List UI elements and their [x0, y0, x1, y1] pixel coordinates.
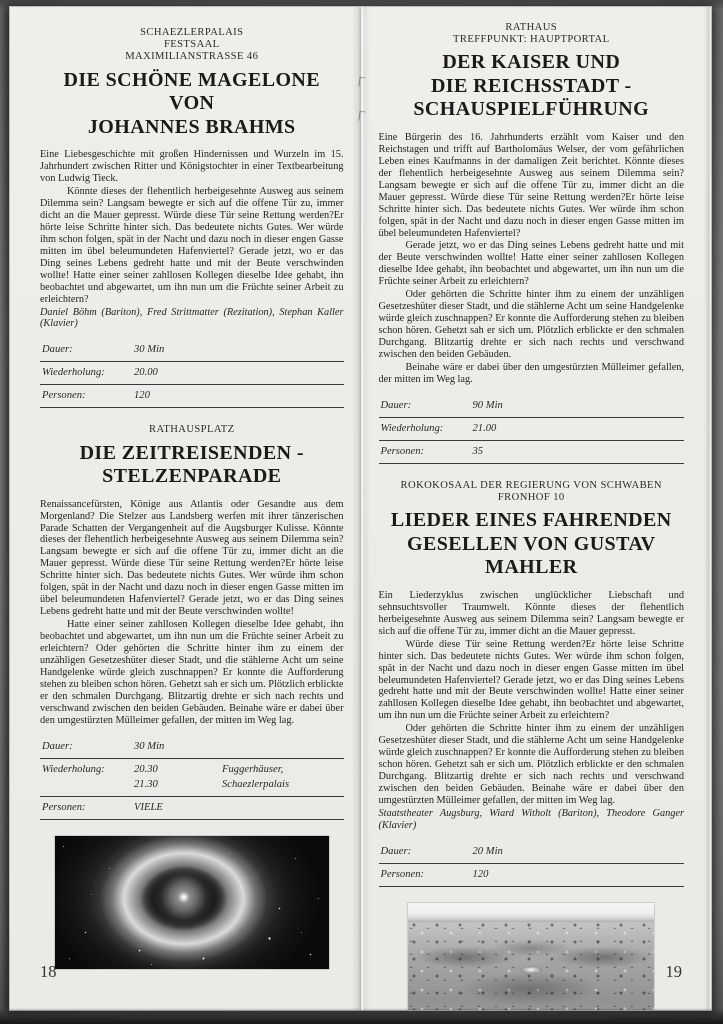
venue-line: FRONHOF 10	[497, 492, 565, 504]
credits-line: Daniel Böhm (Bariton), Fred Strittmatter (Rezitation), Stephan Kaller (Klavier)	[40, 306, 344, 330]
event-title-stelzenparade	[40, 442, 344, 489]
page-19	[361, 7, 712, 1010]
table-value: 20.00	[134, 367, 158, 379]
table-value: 30 Min	[134, 740, 165, 752]
paragraph: Beinahe wäre er dabei über den umgestürzten Mülleimer gefallen, der mitten im Weg lag.	[378, 362, 684, 385]
event-description-magelone	[40, 149, 344, 330]
table-value: VIELE	[134, 801, 163, 813]
venue-line: RATHAUSPLATZ	[149, 424, 235, 436]
table-value: 21.00	[472, 422, 497, 434]
paragraph: Eine Bürgerin des 16. Jahrhunderts erzählt vom Kaiser und den Reichstagen und trifft auf Bartholomäus Welser, der vom gefährlichen Leben eines Kaufmanns in der damaligen Zeit berichtet. Könnte dieses der flehentlich herbeigesehnte Ausweg aus seinem Dilemma sein? Langsam bewegte er sich auf die offene Tür zu, immer dicht an die Mauer gepresst. Würde diese Tür seine Rettung werden?Er hörte leise Schritte hinter sich. Das bedeutete nichts Gutes. Wer würde ihm schon folgen, spät in der Nacht und dazu noch in dieser engen Gasse mitten im übel beleumundeten Hafenviertel?	[378, 131, 684, 239]
table-value: 90 Min	[472, 399, 503, 411]
table-row	[379, 418, 685, 441]
page-number-18: 18	[40, 962, 57, 981]
event-description-mahler	[379, 590, 685, 832]
table-row	[379, 841, 685, 864]
title-line: JOHANNES BRAHMS	[87, 115, 296, 138]
table-row	[40, 777, 344, 797]
venue-line: MAXIMILIANSTRASSE 46	[125, 51, 259, 63]
table-row	[40, 759, 344, 777]
table-row	[379, 864, 685, 887]
page-number-19: 19	[665, 962, 682, 981]
table-row	[379, 395, 685, 418]
table-label: Dauer:	[380, 845, 412, 857]
booklet-paper	[10, 7, 711, 1010]
info-table-stelzenparade	[40, 736, 344, 820]
title-line: LIEDER EINES FAHRENDEN	[390, 509, 672, 532]
nebula-photo	[55, 836, 329, 969]
table-label: Dauer:	[42, 740, 73, 752]
table-label: Personen:	[380, 445, 425, 457]
title-line: DER KAISER UND	[442, 51, 621, 74]
venue-header-mahler	[379, 480, 685, 504]
paper-edge-shadow	[704, 7, 711, 1010]
paragraph: Eine Liebesgeschichte mit großen Hindernissen und Wurzeln im 15. Jahrhundert zwischen Ritter und Königstochter in einer Textbearbeitung von Ludwig Tieck.	[40, 149, 344, 185]
table-note: Schaezlerpalais	[222, 778, 290, 790]
info-table-magelone	[40, 339, 344, 408]
table-label: Wiederholung:	[42, 763, 105, 775]
star-field	[63, 846, 65, 848]
paragraph: Könnte dieses der flehentlich herbeigesehnte Ausweg aus seinem Dilemma sein? Langsam bewegte er sich auf die offene Tür zu, immer dicht an die Mauer gepresst. Würde diese Tür seine Rettung werden?Er hörte leise Schritte hinter sich. Das bedeutete nichts Gutes. Wer würde ihm schon folgen, spät in der Nacht und dazu noch in dieser engen Gasse mitten im übel beleumundeten Hafenviertel? Gerade jetzt, wo er das Ding seines Lebens gedreht hatte und mit der Beute verschwinden wollte! Hatte einer seiner zahllosen Kollegen dieselbe Idee gehabt, ihn beobachtet und abgewartet, um ihn nun um die Früchte seiner Arbeit zu erleichtern?	[40, 185, 344, 305]
venue-line: SCHAEZLERPALAIS	[140, 27, 244, 38]
venue-line: ROKOKOSAAL DER REGIERUNG VON SCHWABEN	[400, 479, 662, 491]
table-label: Dauer:	[42, 344, 73, 356]
info-table-mahler	[379, 841, 685, 887]
table-row	[40, 797, 344, 820]
paragraph: Renaissancefürsten, Könige aus Atlantis oder Gesandte aus dem Morgenland? Die Stelzer aus Landsberg werfen mit ihrer tänzerischen Parade Schatten der Vergangenheit auf die Augsburger Kulisse. Könnte dieses der flehentlich herbeigesehnte Ausweg aus seinem Dilemma sein? Langsam bewegte er sich auf die offene Tür zu, immer dicht an die Mauer gepresst. Würde diese Tür seine Rettung werden?Er hörte leise Schritte hinter sich. Das bedeutete nichts Gutes. Wer würde ihm schon folgen, spät in der Nacht und dazu noch in dieser engen Gasse mitten im übel beleumundeten Hafenviertel? Gerade jetzt, wo er das Ding seines Lebens gedreht hatte und mit der Beute verschwinden wollte!	[40, 498, 344, 618]
paragraph: Oder gehörten die Schritte hinter ihm zu einem der unzähligen Gesetzeshüter dieser Stadt, und die stählerne Acht um seine Handgelenke würde gleich zuschnappen? Er konnte die Aufforderung stehen zu bleiben schon hören. Gehetzt sah er sich um. Plötzlich erblickte er den schmalen Durchgang. Blitzartig drehte er sich nach rechts und verschwand zwischen den beiden Gebäuden.	[378, 289, 684, 361]
paragraph: Gerade jetzt, wo er das Ding seines Lebens gedreht hatte und mit der Beute verschwinden wollte! Hatte einer seiner zahllosen Kollegen dieselbe Idee gehabt, ihn beobachtet und abgewartet, um ihn nun um die Früchte seiner Arbeit zu erleichtern?	[378, 240, 684, 288]
title-line: STELZENPARADE	[102, 465, 282, 488]
table-value: 30 Min	[134, 344, 165, 356]
event-description-stelzenparade	[40, 499, 344, 727]
venue-line: TREFFPUNKT: HAUPTPORTAL	[453, 34, 610, 46]
info-table-kaiser	[379, 395, 685, 464]
table-label: Personen:	[42, 801, 86, 813]
paragraph: Hatte einer seiner zahllosen Kollegen dieselbe Idee gehabt, ihn beobachtet und abgewartet, um ihn nun um die Früchte seiner Arbeit zu erleichtern? Oder gehörten die Schritte hinter ihm zu einem der unzähligen Gesetzeshüter dieser Stadt, und die stählerne Acht um seine Handgelenke würde gleich zuschnappen? Er konnte die Aufforderung stehen zu bleiben schon hören. Gehetzt sah er sich um. Plötzlich erblickte er den schmalen Durchgang. Blitzartig drehte er sich nach rechts und verschwand zwischen den beiden Gebäuden. Beinahe wäre er dabei über den umgestürzten Mülleimer gefallen, der mitten im Weg lag.	[40, 619, 344, 726]
table-value: 120	[472, 868, 489, 880]
event-title-magelone	[40, 69, 344, 140]
title-line: DIE REICHSSTADT -	[430, 74, 632, 97]
table-value: 35	[472, 445, 484, 457]
table-value: 20.30	[134, 763, 158, 775]
table-label: Wiederholung:	[380, 422, 444, 434]
event-title-mahler	[379, 509, 685, 580]
table-label: Personen:	[42, 390, 86, 402]
table-label: Wiederholung:	[42, 367, 105, 379]
venue-header-kaiser	[379, 22, 685, 46]
venue-line: FESTSAAL	[163, 39, 220, 51]
paragraph: Oder gehörten die Schritte hinter ihm zu einem der unzähligen Gesetzeshüter dieser Stadt, und die stählerne Acht um seine Handgelenke würde gleich zuschnappen? Er konnte die Aufforderung stehen zu bleiben schon hören. Gehetzt sah er sich um. Plötzlich erblickte er den schmalen Durchgang. Blitzartig drehte er sich nach rechts und verschwand zwischen den beiden Gebäuden. Beinahe wäre er dabei über den umgestürzten Mülleimer gefallen, der mitten im Weg lag.	[378, 723, 684, 807]
mars-photo	[408, 903, 654, 1010]
table-value: 20 Min	[472, 845, 503, 857]
title-line: DIE SCHÖNE MAGELONE VON	[63, 68, 321, 115]
title-line: MAHLER	[485, 556, 578, 579]
title-line: DIE ZEITREISENDEN -	[79, 441, 304, 464]
paragraph: Ein Liederzyklus zwischen unglücklicher Liebschaft und sehnsuchtsvoller Traumwelt. Könnte dieses der flehentlich herbeigesehnte Ausweg aus seinem Dilemma sein? Langsam bewegte er sich auf die offene Tür zu, immer dicht an die Mauer gepresst.	[378, 589, 684, 637]
table-value: 21.30	[134, 778, 158, 790]
event-description-kaiser	[379, 132, 685, 386]
table-label: Personen:	[380, 868, 425, 880]
title-line: SCHAUSPIELFÜHRUNG	[413, 98, 650, 121]
venue-line: RATHAUS	[505, 22, 558, 33]
credits-line: Staatstheater Augsburg, Wiard Witholt (Bariton), Theodore Ganger (Klavier)	[378, 807, 684, 831]
table-row	[40, 362, 344, 385]
paragraph: Würde diese Tür seine Rettung werden?Er hörte leise Schritte hinter sich. Das bedeutete nichts Gutes. Wer würde ihm schon folgen, spät in der Nacht und dazu noch in dieser engen Gasse mitten im übel beleumundeten Hafenviertel? Gerade jetzt, wo er das Ding seines Lebens gedreht hatte und mit der Beute verschwinden wollte! Hatte einer seiner zahllosen Kollegen dieselbe Idee gehabt, ihn beobachtet und abgewartet, um ihn nun um die Früchte seiner Arbeit zu erleichtern?	[378, 638, 684, 722]
title-line: GESELLEN VON GUSTAV	[407, 532, 656, 555]
venue-header-magelone	[40, 27, 344, 64]
table-row	[40, 339, 344, 362]
venue-header-stelzenparade	[40, 424, 344, 436]
event-title-kaiser	[379, 51, 685, 122]
table-note: Fuggerhäuser,	[222, 763, 284, 775]
page-18	[10, 7, 361, 1010]
table-row	[379, 441, 685, 464]
table-row	[40, 385, 344, 408]
table-label: Dauer:	[380, 399, 412, 411]
table-value: 120	[134, 390, 150, 402]
table-row	[40, 736, 344, 759]
